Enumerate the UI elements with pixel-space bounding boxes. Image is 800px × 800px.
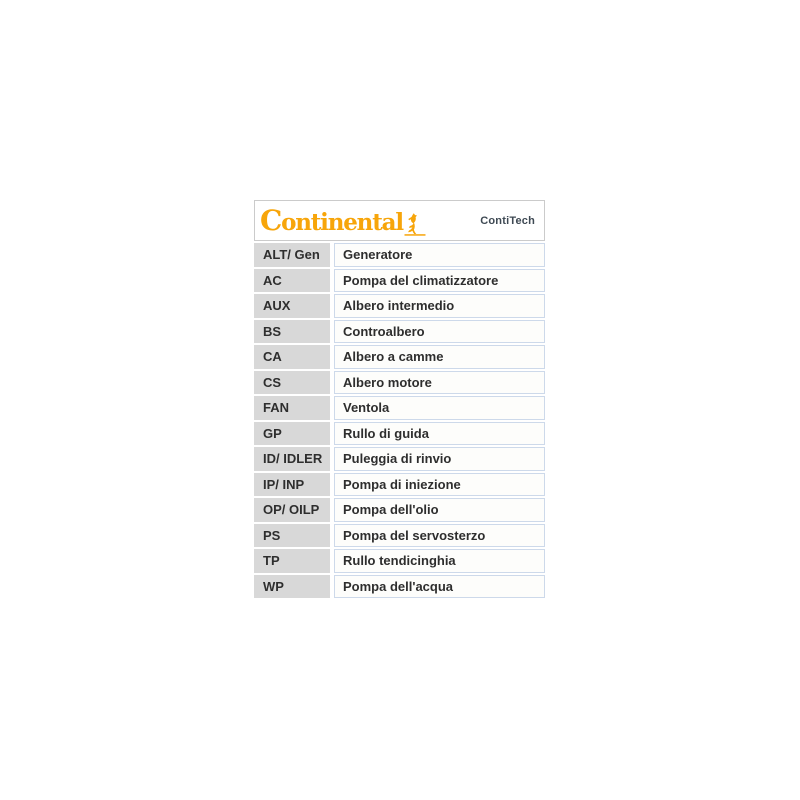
table-row xyxy=(254,294,545,318)
abbreviation-cell: IP/ INP xyxy=(254,473,330,497)
abbreviation-cell: FAN xyxy=(254,396,330,420)
contitech-label: ContiTech xyxy=(480,214,535,227)
abbreviation-cell: ALT/ Gen xyxy=(254,243,330,267)
description-cell: Pompa dell'acqua xyxy=(334,575,545,599)
table-row xyxy=(254,473,545,497)
description-cell: Pompa del climatizzatore xyxy=(334,269,545,293)
description-cell: Puleggia di rinvio xyxy=(334,447,545,471)
description-cell: Albero a camme xyxy=(334,345,545,369)
table-row xyxy=(254,575,545,599)
abbreviation-cell: AC xyxy=(254,269,330,293)
abbreviation-cell: ID/ IDLER xyxy=(254,447,330,471)
continental-wordmark: Continental xyxy=(260,203,403,237)
abbreviation-cell: CA xyxy=(254,345,330,369)
abbreviation-cell: PS xyxy=(254,524,330,548)
description-cell: Rullo tendicinghia xyxy=(334,549,545,573)
description-cell: Generatore xyxy=(334,243,545,267)
rearing-horse-icon xyxy=(404,212,426,236)
abbreviation-cell: TP xyxy=(254,549,330,573)
abbreviation-cell: OP/ OILP xyxy=(254,498,330,522)
abbreviation-cell: WP xyxy=(254,575,330,599)
table-row xyxy=(254,422,545,446)
table-row xyxy=(254,320,545,344)
description-cell: Albero intermedio xyxy=(334,294,545,318)
description-cell: Rullo di guida xyxy=(334,422,545,446)
table-row xyxy=(254,498,545,522)
table-row xyxy=(254,396,545,420)
brand-header xyxy=(254,200,545,241)
abbreviation-legend-card xyxy=(254,200,545,600)
description-cell: Controalbero xyxy=(334,320,545,344)
abbreviation-cell: BS xyxy=(254,320,330,344)
continental-logo xyxy=(260,203,426,237)
description-cell: Pompa del servosterzo xyxy=(334,524,545,548)
description-cell: Pompa di iniezione xyxy=(334,473,545,497)
table-row xyxy=(254,549,545,573)
description-cell: Pompa dell'olio xyxy=(334,498,545,522)
legend-table xyxy=(254,243,545,598)
table-row xyxy=(254,269,545,293)
abbreviation-cell: CS xyxy=(254,371,330,395)
table-row xyxy=(254,524,545,548)
table-row xyxy=(254,345,545,369)
table-row xyxy=(254,447,545,471)
abbreviation-cell: GP xyxy=(254,422,330,446)
description-cell: Albero motore xyxy=(334,371,545,395)
abbreviation-cell: AUX xyxy=(254,294,330,318)
table-row xyxy=(254,243,545,267)
table-row xyxy=(254,371,545,395)
description-cell: Ventola xyxy=(334,396,545,420)
